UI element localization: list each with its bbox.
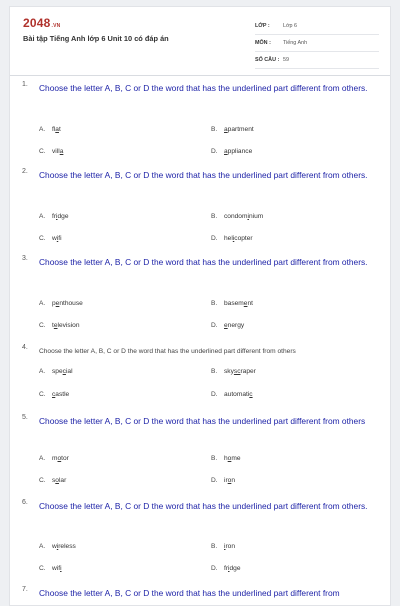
option-letter: A. [39, 543, 46, 550]
option-c[interactable] [39, 235, 62, 242]
option-letter: B. [211, 543, 218, 550]
question-text: Choose the letter A, B, C or D the word that has the underlined part different from others. [39, 83, 368, 93]
option-word-part: t [52, 322, 54, 329]
question-number: 2. [22, 168, 28, 175]
option-b[interactable] [211, 300, 253, 307]
option-a[interactable] [39, 543, 76, 550]
option-underlined: o [57, 455, 62, 462]
option-word-part: dge [57, 213, 69, 220]
option-underlined: a [224, 126, 228, 133]
meta-row-count [255, 52, 379, 69]
option-underlined: e [224, 322, 228, 329]
option-letter: D. [211, 322, 218, 329]
option-word-part: sky [224, 368, 234, 375]
option-word-part: p [52, 300, 56, 307]
option-underlined: e [53, 322, 58, 329]
option-letter: A. [39, 213, 46, 220]
option-underlined: e [55, 300, 60, 307]
meta-row-class [255, 18, 379, 35]
question-text: Choose the letter A, B, C or D the word that has the underlined part different from others [39, 416, 366, 426]
option-letter: C. [39, 322, 46, 329]
option-underlined: a [224, 148, 228, 155]
option-letter: A. [39, 300, 46, 307]
option-letter: D. [211, 235, 218, 242]
option-letter: C. [39, 391, 46, 398]
option-word-part: condom [224, 213, 248, 220]
option-word-part: me [231, 455, 241, 462]
option-c[interactable] [39, 322, 80, 329]
option-underlined: i [247, 213, 249, 220]
question-text: Choose the letter A, B, C or D the word that has the underlined part different from others [39, 348, 296, 355]
option-word-part: nium [248, 213, 264, 220]
meta-key: SỐ CÂU : [255, 57, 280, 63]
option-word-part: nt [247, 300, 253, 307]
option-b[interactable] [211, 543, 235, 550]
option-a[interactable] [39, 368, 73, 375]
option-b[interactable] [211, 126, 254, 133]
option-underlined: i [232, 235, 235, 242]
option-d[interactable] [211, 148, 252, 155]
option-word-part: ron [225, 543, 235, 550]
option-word-part: w [52, 543, 57, 550]
option-underlined: i [228, 565, 230, 572]
option-word-part: nergy [227, 322, 245, 329]
option-d[interactable] [211, 565, 241, 572]
option-underlined: e [243, 300, 248, 307]
option-word-part: m [52, 455, 58, 462]
option-letter: D. [211, 148, 218, 155]
option-underlined: i [60, 565, 62, 572]
option-b[interactable] [211, 368, 256, 375]
option-word-part: nthouse [59, 300, 83, 307]
question-number: 3. [22, 255, 28, 262]
option-letter: C. [39, 477, 46, 484]
option-word-part: t [58, 126, 61, 133]
logo-sub: .VN [51, 23, 61, 29]
option-c[interactable] [39, 148, 63, 155]
site-logo[interactable] [23, 16, 60, 30]
option-underlined: c [62, 368, 66, 375]
option-word-part: ial [65, 368, 73, 375]
option-word-part: w [52, 235, 57, 242]
option-word-part: vill [52, 148, 60, 155]
option-word-part: s [52, 477, 56, 484]
option-b[interactable] [211, 213, 263, 220]
option-word-part: fl [52, 126, 56, 133]
option-letter: C. [39, 148, 46, 155]
option-a[interactable] [39, 300, 83, 307]
option-underlined: i [56, 543, 59, 550]
meta-row-subject [255, 35, 379, 52]
option-a[interactable] [39, 213, 69, 220]
option-c[interactable] [39, 391, 69, 398]
option-word-part: basem [224, 300, 244, 307]
option-word-part: copter [234, 235, 253, 242]
meta-key: LỚP : [255, 23, 270, 29]
question-number: 5. [22, 414, 28, 421]
option-underlined: a [59, 148, 64, 155]
option-letter: B. [211, 368, 218, 375]
option-letter: A. [39, 368, 46, 375]
option-letter: B. [211, 300, 218, 307]
meta-value: Tiếng Anh [283, 40, 308, 46]
option-letter: C. [39, 235, 46, 242]
option-word-part: hel [224, 235, 233, 242]
question-text: Choose the letter A, B, C or D the word that has the underlined part different from others. [39, 501, 368, 511]
option-d[interactable] [211, 322, 244, 329]
option-d[interactable] [211, 477, 235, 484]
option-c[interactable] [39, 565, 62, 572]
option-word-part: tor [61, 455, 69, 462]
option-letter: D. [211, 391, 218, 398]
document-page [9, 6, 391, 606]
worksheet-meta [255, 18, 379, 69]
question-number: 6. [22, 499, 28, 506]
option-letter: D. [211, 477, 218, 484]
option-d[interactable] [211, 235, 253, 242]
question-number: 7. [22, 586, 28, 593]
option-a[interactable] [39, 455, 69, 462]
option-word-part: spe [52, 368, 63, 375]
option-word-part: partment [227, 126, 254, 133]
option-underlined: i [56, 213, 58, 220]
option-d[interactable] [211, 391, 253, 398]
worksheet-header [10, 7, 390, 76]
option-word-part: ppliance [227, 148, 253, 155]
option-letter: A. [39, 126, 46, 133]
option-underlined: a [55, 126, 59, 133]
question-text: Choose the letter A, B, C or D the word that has the underlined part different from others. [39, 170, 368, 180]
option-b[interactable] [211, 455, 241, 462]
option-c[interactable] [39, 477, 66, 484]
option-word-part: fr [52, 213, 57, 220]
option-word-part: dge [229, 565, 241, 572]
option-letter: A. [39, 455, 46, 462]
option-a[interactable] [39, 126, 61, 133]
option-word-part: reless [58, 543, 76, 550]
option-word-part: h [224, 455, 228, 462]
option-word-part: levision [57, 322, 80, 329]
option-underlined: o [55, 477, 59, 484]
option-letter: B. [211, 126, 218, 133]
option-word-part: wif [52, 565, 61, 572]
option-word-part: n [231, 477, 236, 484]
option-underlined: o [227, 455, 232, 462]
option-word-part: ir [224, 477, 228, 484]
meta-key: MÔN : [255, 40, 271, 46]
option-underlined: c [52, 391, 56, 398]
question-text: Choose the letter A, B, C or D the word that has the underlined part different from [39, 588, 340, 598]
option-underlined: i [56, 235, 59, 242]
question-number: 4. [22, 344, 28, 351]
question-number: 1. [22, 81, 28, 88]
option-letter: B. [211, 455, 218, 462]
option-letter: B. [211, 213, 218, 220]
option-underlined: i [224, 543, 226, 550]
option-word-part: fi [58, 235, 62, 242]
option-underlined: o [227, 477, 232, 484]
logo-main: 2048 [23, 16, 51, 30]
option-word-part: raper [240, 368, 256, 375]
meta-value: 59 [283, 57, 289, 63]
meta-value: Lớp 6 [283, 23, 298, 29]
worksheet-title: Bài tập Tiếng Anh lớp 6 Unit 10 có đáp án [23, 34, 169, 43]
option-letter: D. [211, 565, 218, 572]
question-text: Choose the letter A, B, C or D the word that has the underlined part different from others. [39, 257, 368, 267]
option-underlined: sc [233, 368, 241, 375]
option-word-part: lar [58, 477, 67, 484]
option-word-part: fr [224, 565, 229, 572]
option-underlined: c [249, 391, 253, 398]
option-word-part: automati [224, 391, 250, 398]
option-letter: C. [39, 565, 46, 572]
option-word-part: astle [55, 391, 70, 398]
